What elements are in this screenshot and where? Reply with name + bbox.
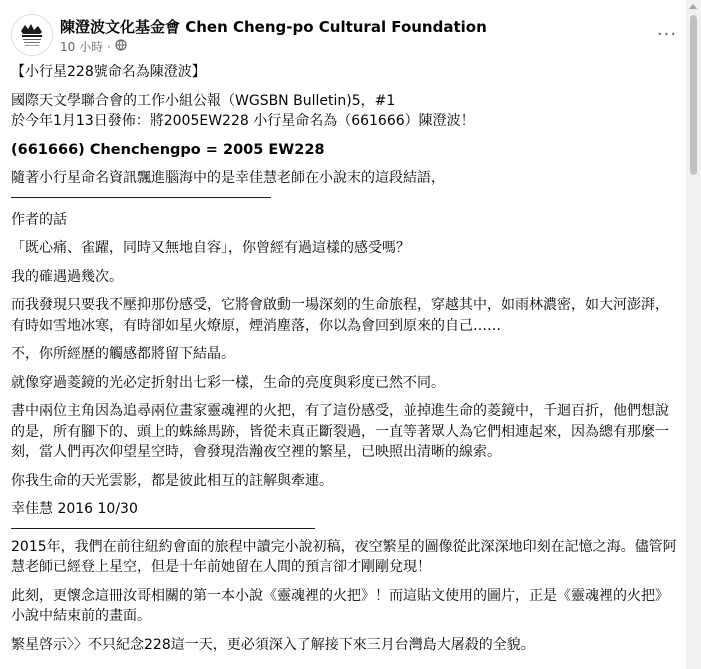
paragraph: 我的確遇過幾次。 (11, 268, 123, 285)
paragraph: 2015年，我們在前往紐約會面的旅程中讀完小說初稿，夜空繁星的圖像從此深深地印刻在記憶之海。儘管阿慧老師已經登上星空，但是十年前她留在人間的預言卻才剛剛兌現！ (11, 538, 677, 575)
author-signature: 幸佳慧 2016 10/30 (11, 501, 138, 517)
page-avatar[interactable] (11, 14, 53, 56)
intro-paragraph: 隨著小行星命名資訊飄進腦海中的是幸佳慧老師在小說末的這段結語， (11, 170, 445, 186)
asteroid-designation: (661666) Chenchengpo = 2005 EW228 (11, 141, 325, 158)
paragraph: 不，你所經歷的觸感都將留下結晶。 (11, 346, 235, 362)
divider (11, 197, 271, 198)
paragraph: 你我生命的天光雲影，都是彼此相互的註解與牽連。 (11, 472, 333, 489)
paragraph: 書中兩位主角因為追尋兩位畫家靈魂裡的火把，有了這份感受，並掉進生命的菱鏡中，千迴百折，他們想說的是，所有腳下的、頭上的蛛絲馬跡，皆從未真正斷裂過，一直等著眾人為它們相連起來，因為總有那麼一刻，當人們再次仰望星空時，會發現浩瀚夜空裡的繁星，已映照出清晰的線索。 (11, 403, 669, 460)
post-title: 【小行星228號命名為陳澄波】 (11, 64, 206, 80)
post-meta (60, 38, 127, 55)
author-heading: 作者的話 (11, 211, 67, 228)
globe-icon (115, 39, 127, 54)
post-time[interactable]: 10 小時 (60, 40, 104, 54)
quote-paragraph: 「既心痛、雀躍，同時又無地自容」，你曾經有過這樣的感受嗎？ (11, 240, 410, 256)
paragraph: 就像穿過菱鏡的光必定折射出七彩一樣，生命的亮度與彩度已然不同。 (11, 374, 445, 391)
more-options-button[interactable]: ··· (656, 23, 678, 45)
post-header (11, 14, 681, 58)
post-body (11, 62, 679, 663)
scrollbar-thumb[interactable] (690, 15, 697, 175)
bulletin-line-2: 於今年1月13日發佈：將2005EW228 小行星命名為（661666）陳澄波！ (11, 113, 475, 129)
divider (11, 528, 315, 529)
foundation-logo-icon (12, 15, 52, 55)
bulletin-line-1: 國際天文學聯合會的工作小組公報（WGSBN Bulletin)5，#1 (11, 92, 396, 109)
meta-separator: · (107, 39, 111, 54)
paragraph: 繁星啓示〉〉不只紀念228這一天，更必須深入了解接下來三月台灣島大屠殺的全貌。 (11, 636, 535, 653)
scrollbar[interactable] (686, 0, 701, 669)
paragraph: 此刻，更懷念這冊汝哥相關的第一本小說《靈魂裡的火把》！而這貼文使用的圖片，正是《靈魂裡的火把》小說中結束前的畫面。 (11, 587, 669, 624)
scroll-up-arrow-icon[interactable] (689, 4, 697, 9)
page-name-link[interactable]: 陳澄波文化基金會 Chen Cheng-po Cultural Foundation (60, 18, 487, 36)
paragraph: 而我發現只要我不壓抑那份感受，它將會啟動一場深刻的生命旅程，穿越其中，如雨林濃密，如大河澎湃，有時如雪地冰寒，有時卻如星火燎原，煙消塵落，你以為會回到原來的自己…… (11, 297, 669, 334)
